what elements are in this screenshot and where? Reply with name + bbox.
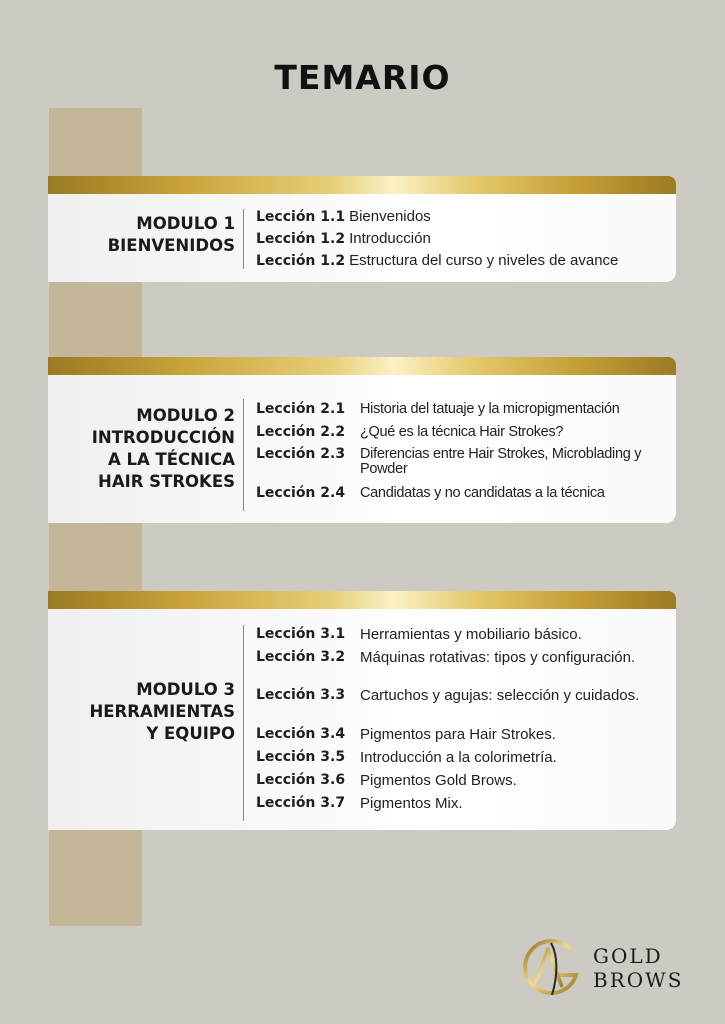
lesson-text: Introducción — [349, 230, 431, 247]
gold-brows-logo — [518, 935, 684, 1001]
module-3-title — [89, 679, 235, 745]
lesson-text: Diferencias entre Hair Strokes, Microblading y Powder — [360, 446, 642, 477]
lesson-item — [256, 773, 665, 788]
lesson-text: Historia del tatuaje y la micropigmentación — [360, 401, 620, 417]
module-2-title-line-3: A LA TÉCNICA — [107, 450, 235, 469]
lesson-label: Lección 3.4 — [256, 726, 346, 742]
lesson-text: Herramientas y mobiliario básico. — [360, 626, 582, 643]
lesson-item — [256, 796, 665, 811]
module-1-card — [48, 194, 676, 282]
module-3-gold-bar — [48, 591, 676, 609]
lesson-label: Lección 2.3 — [256, 446, 346, 462]
lesson-label: Lección 1.2 — [256, 253, 346, 269]
module-3-card — [48, 609, 676, 830]
lesson-label: Lección 3.2 — [256, 649, 346, 665]
module-3-title-line-3: Y EQUIPO — [146, 724, 235, 743]
lesson-label: Lección 2.1 — [256, 401, 346, 417]
lesson-label: Lección 2.4 — [256, 485, 346, 501]
lesson-text: Pigmentos para Hair Strokes. — [360, 726, 556, 743]
module-2-title-line-4: HAIR STROKES — [98, 472, 235, 491]
lesson-label: Lección 3.5 — [256, 749, 346, 765]
module-1 — [48, 176, 676, 282]
lesson-text: Cartuchos y agujas: selección y cuidados. — [360, 687, 640, 704]
lesson-item — [256, 627, 665, 642]
page-title: TEMARIO — [274, 58, 451, 97]
module-2-divider — [243, 399, 244, 511]
module-3 — [48, 591, 676, 830]
lesson-item — [256, 486, 665, 501]
lesson-item — [256, 231, 431, 247]
module-3-divider — [243, 625, 244, 821]
lesson-text: Introducción a la colorimetría. — [360, 749, 557, 766]
module-1-divider — [243, 209, 244, 269]
lesson-text: Bienvenidos — [349, 208, 431, 225]
lesson-text: Pigmentos Gold Brows. — [360, 772, 517, 789]
lesson-item — [256, 425, 665, 440]
lesson-label: Lección 3.7 — [256, 795, 346, 811]
lesson-label: Lección 1.2 — [256, 231, 346, 247]
gb-monogram-icon — [518, 935, 586, 1001]
lesson-label: Lección 3.1 — [256, 626, 346, 642]
lesson-item — [256, 650, 665, 665]
logo-word-gold: GOLD — [593, 944, 663, 968]
lesson-item — [256, 688, 665, 703]
module-2-title-line-2: INTRODUCCIÓN — [91, 428, 235, 447]
lesson-label: Lección 2.2 — [256, 424, 346, 440]
lesson-text: Candidatas y no candidatas a la técnica — [360, 485, 605, 501]
lesson-label: Lección 1.1 — [256, 209, 346, 225]
lesson-item — [256, 727, 665, 742]
module-2-gold-bar — [48, 357, 676, 375]
lesson-label: Lección 3.6 — [256, 772, 346, 788]
lesson-label: Lección 3.3 — [256, 687, 346, 703]
module-1-title — [108, 213, 235, 257]
lesson-item — [256, 209, 431, 225]
lesson-item — [256, 750, 665, 765]
module-2-title-line-1: MODULO 2 — [136, 406, 235, 425]
module-3-title-line-1: MODULO 3 — [136, 680, 235, 699]
module-2-card — [48, 375, 676, 523]
lesson-text: ¿Qué es la técnica Hair Strokes? — [360, 424, 564, 440]
module-1-title-line-1: MODULO 1 — [136, 214, 235, 233]
lesson-text: Estructura del curso y niveles de avance — [349, 252, 619, 269]
module-2-title — [92, 405, 235, 493]
lesson-text: Pigmentos Mix. — [360, 795, 463, 812]
lesson-item — [256, 253, 618, 269]
lesson-text: Máquinas rotativas: tipos y configuración. — [360, 649, 636, 666]
module-1-gold-bar — [48, 176, 676, 194]
logo-word-brows: BROWS — [593, 968, 684, 992]
module-2 — [48, 357, 676, 523]
lesson-item — [256, 402, 665, 417]
lesson-item — [256, 447, 665, 477]
module-1-title-line-2: BIENVENIDOS — [107, 236, 235, 255]
module-3-title-line-2: HERRAMIENTAS — [89, 702, 235, 721]
